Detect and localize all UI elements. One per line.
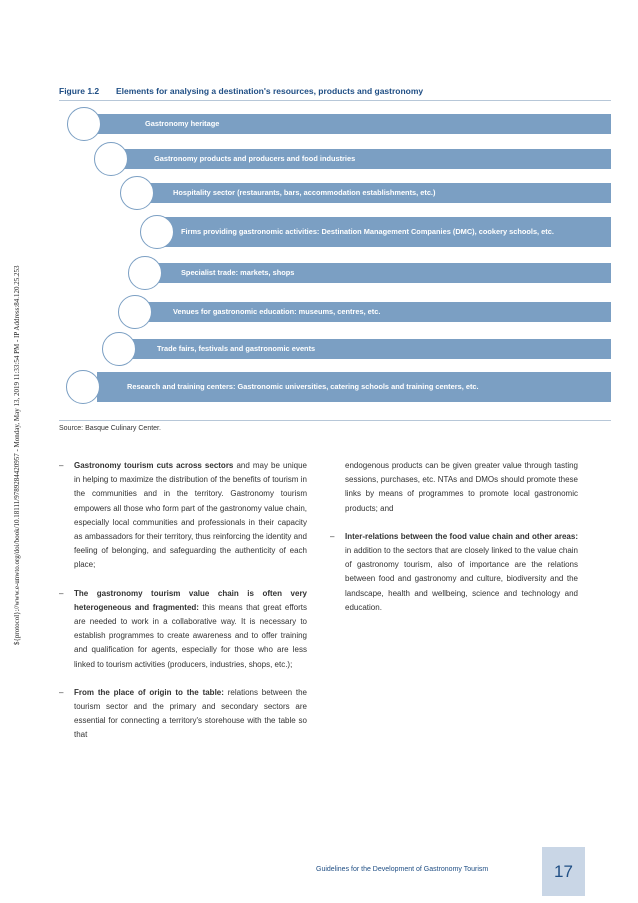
figure-caption: Elements for analysing a destination's resources, products and gastronomy	[116, 86, 424, 96]
list-item-heading: Gastronomy tourism cuts across sectors	[74, 461, 234, 470]
figure-title	[59, 86, 619, 96]
layer-bar	[97, 372, 611, 402]
list-item: – The gastronomy tourism value chain is often very heterogeneous and fragmented: this means that great efforts are needed to work in a collaborative way. It is necessary to establish programmes to create awareness and to offer training and qualification for agents, especially for those who are less linked to tourism activities (producers, industries, shops, etc.);	[59, 588, 307, 669]
figure-source: Source: Basque Culinary Center.	[59, 425, 161, 432]
list-item: – Inter-relations between the food value chain and other areas: in addition to the sectors that are closely linked to the value chain of gastronomy tourism, also of importance are the relations between food and gastronomy and culture, biodiversity and the landscape, health and wellbeing, science and technology and education.	[330, 531, 578, 612]
list-item-text: this means that great efforts are needed to work in a collaborative way. It is necessary to establish programmes to create awareness and to offer training and qualification for agents, especially for those who are less linked to tourism activities (producers, industries, shops, etc.);	[74, 602, 307, 669]
body-right-column	[330, 459, 578, 615]
layer-label: Research and training centers: Gastronomic universities, catering schools and training centers, etc.	[127, 382, 479, 391]
continuation-text: endogenous products can be given greater value through tasting sessions, purchases, etc. NTAs and DMOs should promote these links by means of programmes to promote local gastronomic products; and	[345, 461, 578, 513]
list-item-heading: The gastronomy tourism value chain is often very heterogeneous and fragmented:	[74, 588, 307, 612]
footer-title: Guidelines for the Development of Gastronomy Tourism	[316, 866, 489, 873]
figure-bottom-rule	[59, 420, 611, 421]
figure-number: Figure 1.2	[59, 86, 100, 96]
layer-circle-marker	[140, 215, 174, 249]
layer-label: Venues for gastronomic education: museums, centres, etc.	[173, 307, 381, 316]
layer-label: Trade fairs, festivals and gastronomic events	[157, 344, 316, 353]
layer-label: Hospitality sector (restaurants, bars, accommodation establishments, etc.)	[173, 188, 436, 197]
figure-top-rule	[59, 100, 611, 101]
layer-bar	[137, 302, 611, 322]
layer-circle-marker	[118, 295, 152, 329]
list-item-text: relations between the tourism sector and the primary and secondary sectors are essential for connecting a territory's storehouse with the table so that	[74, 687, 307, 740]
layer-bar	[87, 114, 611, 134]
layer-diagram	[59, 103, 611, 418]
side-watermark-text: ${protocol}://www.e-unwto.org/doi/book/10.18111/9789284420957 - Monday, May 13, 2019 11:33:54 PM - IP Address:84.120.25.253	[13, 265, 21, 645]
layer-bar	[159, 217, 611, 247]
layer-bar	[139, 183, 611, 203]
layer-circle-marker	[66, 370, 100, 404]
list-item: – From the place of origin to the table: relations between the tourism sector and the primary and secondary sectors are essential for connecting a territory's storehouse with the table so that	[59, 687, 307, 740]
list-item-text: in addition to the sectors that are closely linked to the value chain of gastronomy tourism, also of importance are the relations between food and gastronomy and culture, biodiversity and the landscape, health and wellbeing, science and technology and education.	[345, 546, 578, 612]
layer-label: Firms providing gastronomic activities: Destination Management Companies (DMC), cookery schools, etc.	[181, 227, 554, 236]
page-number: 17	[542, 847, 585, 896]
layer-bar	[121, 339, 611, 359]
list-item-heading: Inter-relations between the food value chain and other areas:	[345, 531, 578, 541]
layer-circle-marker	[120, 176, 154, 210]
side-watermark-url	[0, 0, 21, 903]
layer-label: Gastronomy products and producers and food industries	[154, 154, 356, 163]
list-item-text: and may be unique in helping to maximize the distribution of the benefits of tourism in the communities and in the territory. Gastronomy tourism empowers all those who form part of the gastronomy value chain, especially local communities and professionals in their capacity as ambassadors for their territory, thus reinforcing the identity and feeling of belonging, and safeguarding the authenticity of each place;	[74, 461, 307, 570]
layer-label: Gastronomy heritage	[145, 119, 220, 128]
layer-circle-marker	[102, 332, 136, 366]
list-item: – Gastronomy tourism cuts across sectors and may be unique in helping to maximize the distribution of the benefits of tourism in the communities and in the territory. Gastronomy tourism empowers all those who form part of the gastronomy value chain, especially local communities and professionals in their capacity as ambassadors for their territory, thus reinforcing the identity and feeling of belonging, and safeguarding the authenticity of each place;	[59, 461, 307, 570]
layer-label: Specialist trade: markets, shops	[181, 268, 295, 277]
list-item-continuation	[330, 459, 578, 516]
layer-circle-marker	[67, 107, 101, 141]
layer-circle-marker	[128, 256, 162, 290]
layer-bar	[147, 263, 611, 283]
layer-circle-marker	[94, 142, 128, 176]
body-left-column	[59, 459, 307, 743]
list-item-heading: From the place of origin to the table:	[74, 687, 224, 697]
layer-bar	[114, 149, 611, 169]
